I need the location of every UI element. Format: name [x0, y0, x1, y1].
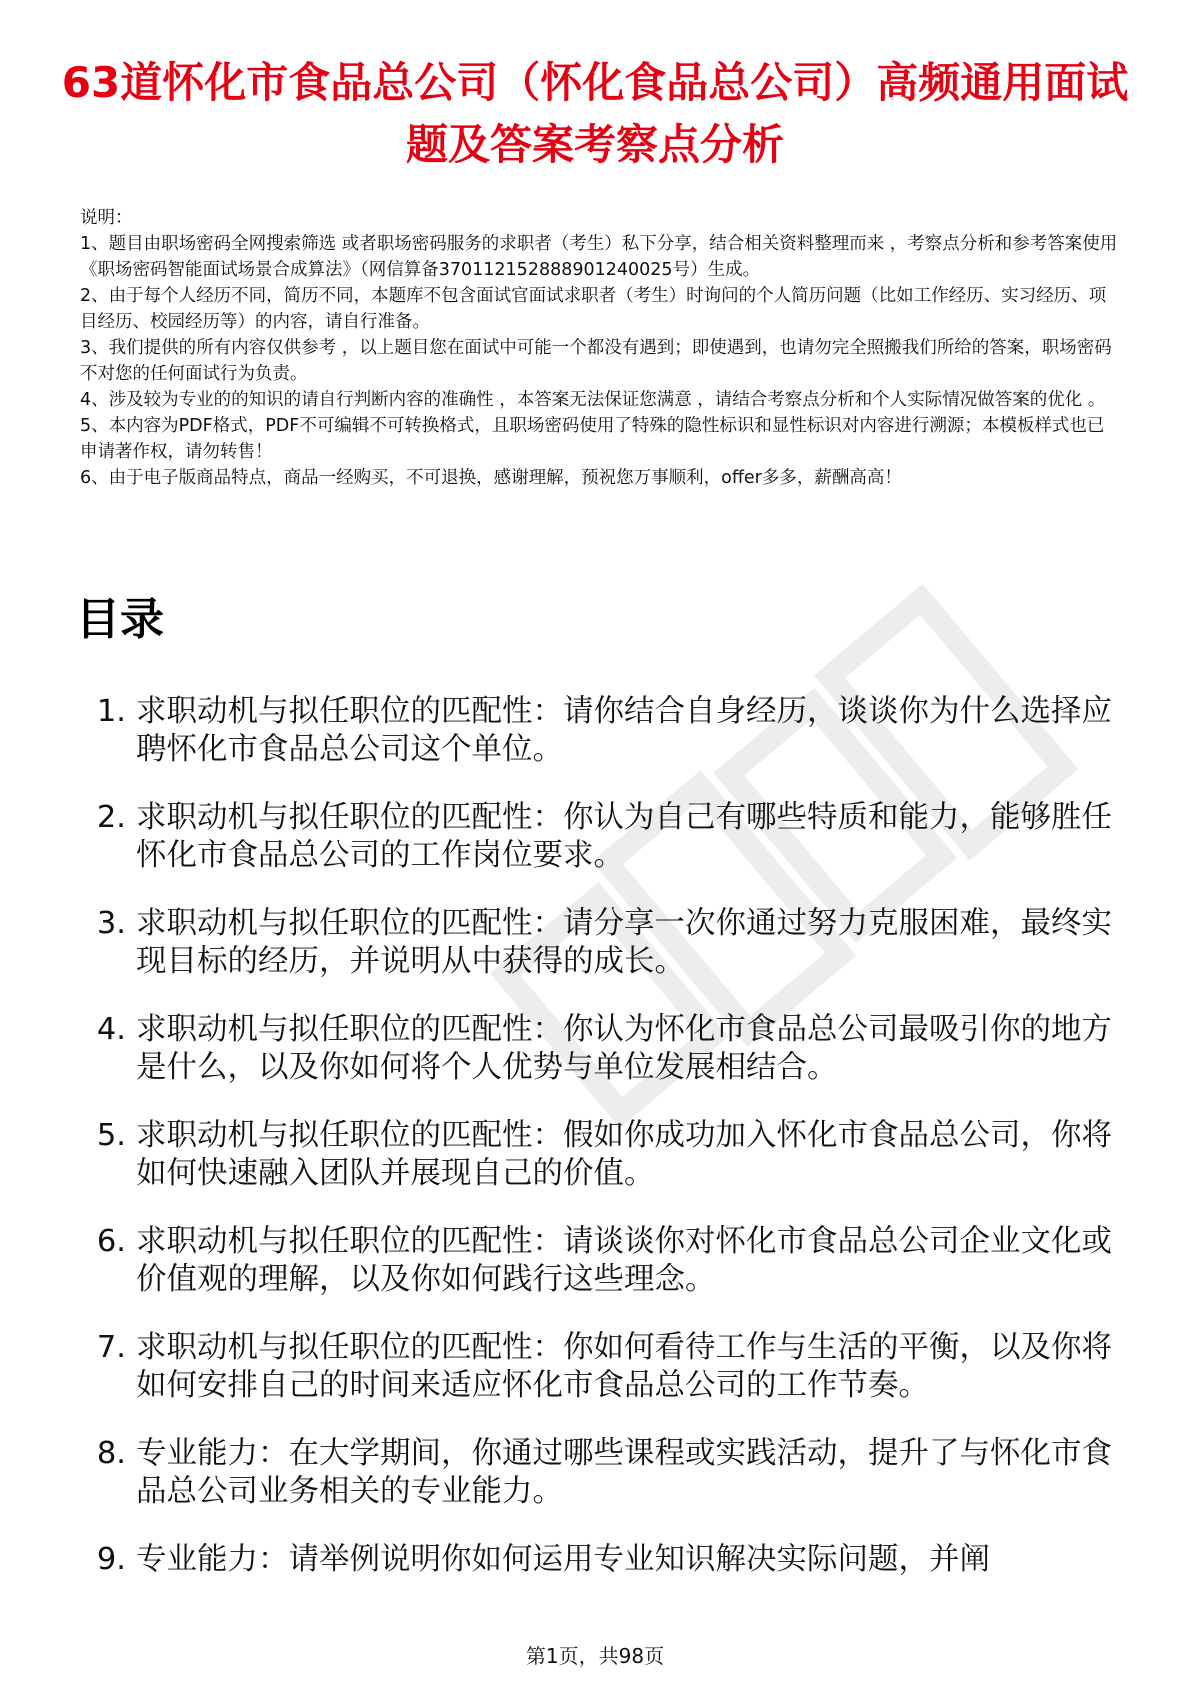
note-item: 3、我们提供的所有内容仅供参考 ，以上题目您在面试中可能一个都没有遇到；即使遇到，也请勿完全照搬我们所给的答案，职场密码不对您的任何面试行为负责。 — [80, 338, 1112, 384]
toc-item-text: 求职动机与拟任职位的匹配性：假如你成功加入怀化市食品总公司，你将如何快速融入团队并展现自己的价值。 — [136, 1118, 1112, 1191]
toc-item-number: 8. — [96, 1436, 126, 1471]
toc-item[interactable] — [70, 693, 1130, 769]
note-item: 2、由于每个人经历不同，简历不同，本题库不包含面试官面试求职者（考生）时询问的个人简历问题（比如工作经历、实习经历、项目经历、校园经历等）的内容，请自行准备。 — [80, 286, 1107, 332]
document-title: 63道怀化市食品总公司（怀化食品总公司）高频通用面试题及答案考察点分析 — [61, 58, 1129, 169]
toc-item-number: 1. — [96, 694, 126, 729]
toc-item-text: 专业能力：在大学期间，你通过哪些课程或实践活动，提升了与怀化市食品总公司业务相关的专业能力。 — [136, 1436, 1112, 1509]
toc-item-text: 求职动机与拟任职位的匹配性：请谈谈你对怀化市食品总公司企业文化或价值观的理解，以及你如何践行这些理念。 — [136, 1224, 1112, 1297]
note-item: 5、本内容为PDF格式，PDF不可编辑不可转换格式，且职场密码使用了特殊的隐性标识和显性标识对内容进行溯源；本模板样式也已申请著作权，请勿转售！ — [80, 416, 1105, 462]
toc-item-text: 求职动机与拟任职位的匹配性：请你结合自身经历，谈谈你为什么选择应聘怀化市食品总公司这个单位。 — [136, 694, 1112, 767]
notes-section — [80, 205, 1120, 491]
toc-heading: 目录 — [76, 594, 164, 645]
toc-item-text: 专业能力：请举例说明你如何运用专业知识解决实际问题，并阐 — [136, 1542, 990, 1577]
toc-item[interactable] — [70, 1117, 1130, 1193]
toc-item[interactable] — [70, 1435, 1130, 1511]
toc-item-number: 5. — [96, 1118, 126, 1153]
toc-item[interactable] — [70, 799, 1130, 875]
toc-item-text: 求职动机与拟任职位的匹配性：你如何看待工作与生活的平衡，以及你将如何安排自己的时间来适应怀化市食品总公司的工作节奏。 — [136, 1330, 1112, 1403]
note-item: 6、由于电子版商品特点，商品一经购买，不可退换，感谢理解，预祝您万事顺利，offer多多，薪酬高高！ — [80, 468, 902, 488]
toc-item[interactable] — [70, 1011, 1130, 1087]
toc-item[interactable] — [70, 1329, 1130, 1405]
note-item: 1、题目由职场密码全网搜索筛选 或者职场密码服务的求职者（考生）私下分享，结合相关资料整理而来 ，考察点分析和参考答案使用《职场密码智能面试场景合成算法》（网信算备370112152888901240025号）生成。 — [80, 234, 1118, 280]
toc-item-number: 3. — [96, 906, 126, 941]
toc-item-text: 求职动机与拟任职位的匹配性：请分享一次你通过努力克服困难，最终实现目标的经历，并说明从中获得的成长。 — [136, 906, 1112, 979]
toc-list — [70, 693, 1130, 1609]
toc-item-number: 4. — [96, 1012, 126, 1047]
toc-item-text: 求职动机与拟任职位的匹配性：你认为自己有哪些特质和能力，能够胜任怀化市食品总公司的工作岗位要求。 — [136, 800, 1112, 873]
toc-item-number: 9. — [96, 1542, 126, 1577]
note-item: 4、涉及较为专业的的知识的请自行判断内容的准确性 ，本答案无法保证您满意 ，请结合考察点分析和个人实际情况做答案的优化 。 — [80, 390, 1106, 410]
toc-item-text: 求职动机与拟任职位的匹配性：你认为怀化市食品总公司最吸引你的地方是什么，以及你如何将个人优势与单位发展相结合。 — [136, 1012, 1112, 1085]
notes-heading: 说明： — [80, 208, 133, 228]
toc-item-number: 6. — [96, 1224, 126, 1259]
toc-item[interactable] — [70, 905, 1130, 981]
toc-item[interactable] — [70, 1541, 1130, 1579]
toc-item-number: 2. — [96, 800, 126, 835]
page-number: 第1页，共98页 — [525, 1644, 665, 1668]
toc-item[interactable] — [70, 1223, 1130, 1299]
toc-item-number: 7. — [96, 1330, 126, 1365]
